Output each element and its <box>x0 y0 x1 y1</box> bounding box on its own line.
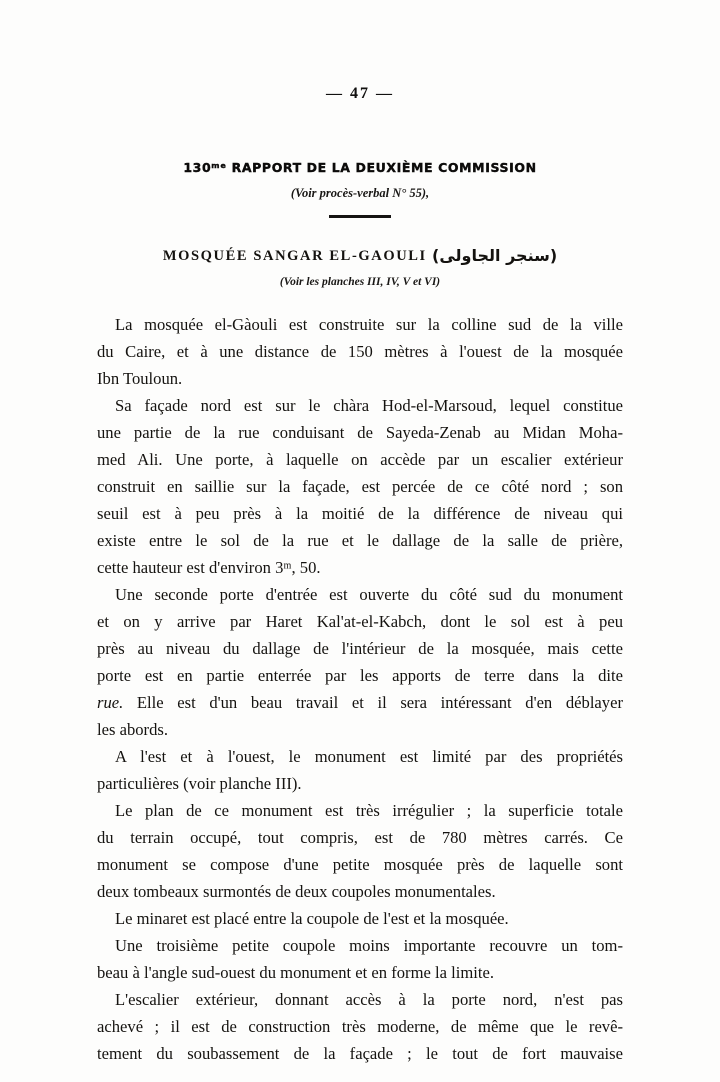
report-subheading: (Voir procès-verbal N° 55), <box>290 186 430 200</box>
text-line: cette hauteur est d'environ 3ᵐ, 50. <box>97 558 321 577</box>
text-line: Le plan de ce monument est très irrégulier ; la superficie totale <box>115 801 623 820</box>
text-line: une partie de la rue conduisant de Sayeda-Zenab au Midan Moha- <box>97 423 623 442</box>
section-divider <box>329 215 391 218</box>
text-line: et on y arrive par Haret Kal'at-el-Kabch, dont le sol est à peu <box>97 612 623 631</box>
paragraph <box>97 392 623 581</box>
text-line: monument se compose d'une petite mosquée près de laquelle sont <box>97 855 623 874</box>
paragraph <box>97 743 623 797</box>
text-line: du terrain occupé, tout compris, est de 780 mètres carrés. Ce <box>97 828 623 847</box>
text-line: construit en saillie sur la façade, est percée de ce côté nord ; son <box>97 477 623 496</box>
italic-word: rue. <box>97 693 124 712</box>
text-line: med Ali. Une porte, à laquelle on accède par un escalier extérieur <box>97 450 623 469</box>
plates-note: (Voir les planches III, IV, V et VI) <box>279 276 441 288</box>
text-line: deux tombeaux surmontés de deux coupoles monumentales. <box>97 882 496 901</box>
text-line: Une seconde porte d'entrée est ouverte du côté sud du monument <box>115 585 623 604</box>
text-line: Le minaret est placé entre la coupole de l'est et la mosquée. <box>115 909 509 928</box>
text-line: du Caire, et à une distance de 150 mètres à l'ouest de la mosquée <box>97 342 623 361</box>
text-line: les abords. <box>97 720 168 739</box>
paragraph <box>97 905 623 932</box>
paragraph <box>97 581 623 743</box>
text-line: achevé ; il est de construction très moderne, de même que le revê- <box>97 1017 623 1036</box>
text-line: Une troisième petite coupole moins importante recouvre un tom- <box>115 936 623 955</box>
text-line: particulières (voir planche III). <box>97 774 302 793</box>
text-line: Ibn Touloun. <box>97 369 183 388</box>
text-line: porte est en partie enterrée par les apports de terre dans la dite <box>97 666 623 685</box>
text-line: tement du soubassement de la façade ; le tout de fort mauvaise <box>97 1044 623 1063</box>
paragraph <box>97 797 623 905</box>
text-line <box>97 689 623 716</box>
report-heading: 130ᵐᵉ RAPPORT DE LA DEUXIÈME COMMISSION <box>183 160 537 175</box>
document-body <box>97 311 623 1067</box>
page-number: — 47 — <box>326 85 394 102</box>
text-line: beau à l'angle sud-ouest du monument et en forme la limite. <box>97 963 494 982</box>
text-line: La mosquée el-Gàouli est construite sur la colline sud de la ville <box>115 315 623 334</box>
text-line: existe entre le sol de la rue et le dallage de la salle de prière, <box>97 531 623 550</box>
text-line: seuil est à peu près à la moitié de la différence de niveau qui <box>97 504 623 523</box>
text-line: près au niveau du dallage de l'intérieur de la mosquée, mais cette <box>97 639 623 658</box>
text-line: A l'est et à l'ouest, le monument est limité par des propriétés <box>115 747 623 766</box>
section-title-text: MOSQUÉE SANGAR EL-GAOULI <box>162 248 427 264</box>
text-line: L'escalier extérieur, donnant accès à la porte nord, n'est pas <box>115 990 623 1009</box>
section-title-arabic: (سنجر الجاولى) <box>432 246 558 265</box>
paragraph <box>97 932 623 986</box>
text-run: Elle est d'un beau travail et il sera intéressant d'en déblayer <box>123 693 623 712</box>
paragraph <box>97 986 623 1067</box>
text-line: Sa façade nord est sur le chàra Hod-el-Marsoud, lequel constitue <box>115 396 623 415</box>
paragraph <box>97 311 623 392</box>
section-title <box>0 246 720 265</box>
